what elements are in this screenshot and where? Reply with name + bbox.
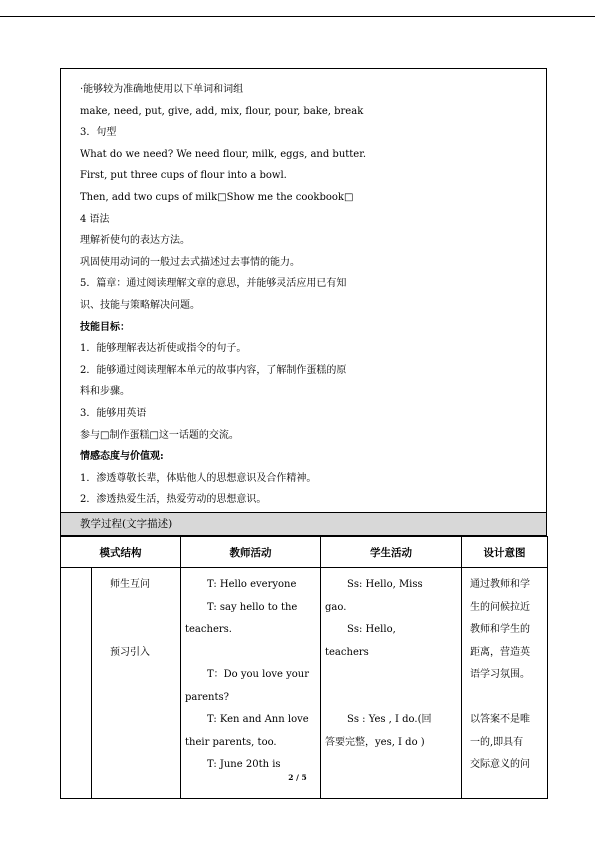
process-header: 教学过程(文字描述) <box>60 512 547 536</box>
objective-line: 5．篇章：通过阅读理解文章的意思，并能够灵活应用已有知 <box>80 278 347 290</box>
objective-line: 2．渗透热爱生活，热爱劳动的思想意识。 <box>80 494 267 506</box>
table-header-row <box>61 537 548 568</box>
mode-item: 师生互问 <box>110 579 150 590</box>
intent-line: 距离，营造英 <box>470 646 530 658</box>
objective-line: What do we need? We need flour, milk, eggs, and butter. <box>80 148 367 160</box>
objective-line: make, need, put, give, add, mix, flour, pour, bake, break <box>80 105 364 117</box>
header-rule <box>0 16 595 17</box>
student-line: gao. <box>325 601 347 613</box>
teacher-line: their parents, too. <box>185 736 277 748</box>
intent-line: 教师和学生的 <box>470 624 530 635</box>
blank-cell <box>61 568 92 799</box>
objectives-text <box>80 79 536 511</box>
mode-cell <box>92 568 181 799</box>
intent-line: 以答案不是唯 <box>470 714 530 725</box>
teacher-line: T: Ken and Ann love <box>207 714 309 725</box>
objective-line: Then, add two cups of milk□Show me the cookbook□ <box>80 191 354 203</box>
teacher-line: T: June 20th is <box>207 759 281 770</box>
col-teacher-activity: 教师活动 <box>181 537 321 568</box>
intent-cell <box>462 568 548 799</box>
objective-line: 识、技能与策略解决问题。 <box>80 299 200 311</box>
student-line: Ss: Hello, <box>347 624 396 635</box>
student-line: 答要完整，yes, I do ) <box>325 736 425 748</box>
objective-line: 3．能够用英语 <box>80 407 147 419</box>
student-line: Ss : Yes , I do.(回 <box>347 714 432 725</box>
objective-line: 参与□制作蛋糕□这一话题的交流。 <box>80 429 239 441</box>
student-line: teachers <box>325 646 369 658</box>
page-number: 2 / 5 <box>288 773 307 782</box>
objective-line: 技能目标： <box>80 321 130 333</box>
objective-line: 理解祈使句的表达方法。 <box>80 235 190 247</box>
objective-line: First, put three cups of flour into a bowl. <box>80 170 287 182</box>
mode-item: 预习引入 <box>110 646 150 658</box>
objective-line: 料和步骤。 <box>80 386 130 398</box>
teacher-line: T: Hello everyone <box>207 579 297 590</box>
intent-line: 一的,即具有 <box>470 736 524 748</box>
intent-line: 通过教师和学 <box>470 579 530 590</box>
col-student-activity: 学生活动 <box>321 537 462 568</box>
process-table <box>60 536 548 799</box>
teacher-line: teachers. <box>185 624 232 635</box>
teacher-line: T：Do you love your <box>207 669 310 680</box>
teacher-line: T: say hello to the <box>207 601 298 613</box>
objective-line: ·能够较为准确地使用以下单词和词组 <box>80 84 244 95</box>
col-mode-structure: 模式结构 <box>61 537 181 568</box>
objective-line: 4 语法 <box>80 213 110 225</box>
objective-line: 情感态度与价值观: <box>80 451 164 463</box>
student-cell <box>321 568 462 799</box>
objective-line: 3．句型 <box>80 127 117 139</box>
objective-line: 1．能够理解表达祈使或指令的句子。 <box>80 343 247 355</box>
objective-line: 1．渗透尊敬长辈，体贴他人的思想意识及合作精神。 <box>80 472 317 484</box>
objective-line: 巩固使用动词的一般过去式描述过去事情的能力。 <box>80 256 300 268</box>
intent-line: 语学习氛围。 <box>470 669 530 680</box>
objective-line: 2．能够通过阅读理解本单元的故事内容，了解制作蛋糕的原 <box>80 364 347 376</box>
teacher-cell <box>181 568 321 799</box>
intent-line: 交际意义的问 <box>470 759 530 770</box>
student-line: Ss: Hello, Miss <box>347 579 423 590</box>
teacher-line: parents? <box>185 691 230 703</box>
intent-line: 生的问候拉近 <box>470 601 530 613</box>
col-design-intent: 设计意图 <box>462 537 548 568</box>
table-row <box>61 568 548 799</box>
objectives-box <box>60 68 547 512</box>
